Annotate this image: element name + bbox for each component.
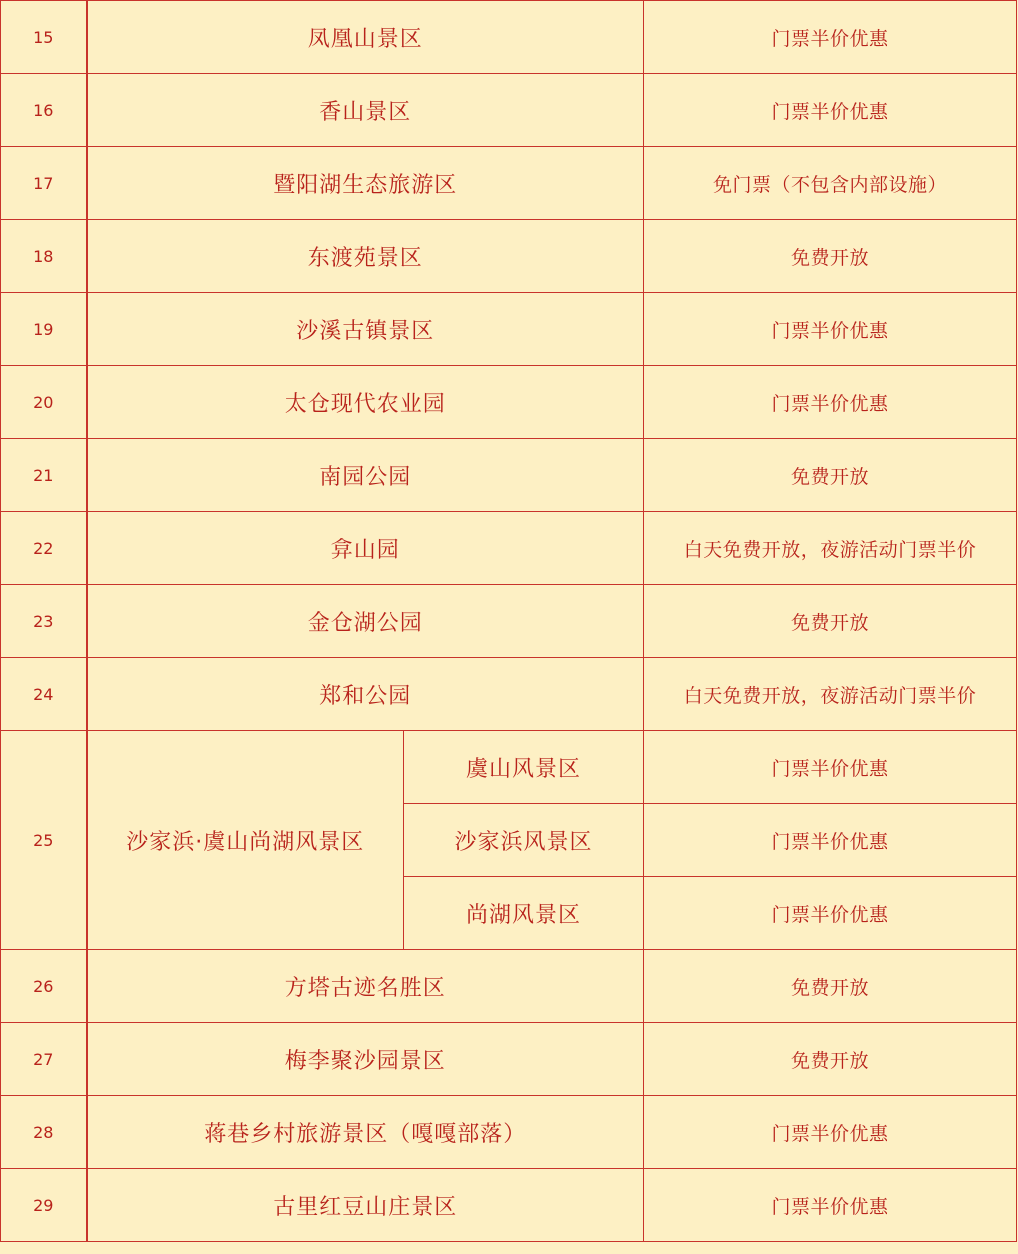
ticket-policy: 门票半价优惠 bbox=[644, 731, 1017, 804]
table-row bbox=[1, 658, 1017, 731]
row-number: 29 bbox=[1, 1169, 87, 1242]
row-number: 23 bbox=[1, 585, 87, 658]
table-row bbox=[1, 74, 1017, 147]
row-number: 17 bbox=[1, 147, 87, 220]
table-row bbox=[1, 585, 1017, 658]
scenic-name: 香山景区 bbox=[87, 74, 644, 147]
scenic-name: 古里红豆山庄景区 bbox=[87, 1169, 644, 1242]
scenic-name: 暨阳湖生态旅游区 bbox=[87, 147, 644, 220]
scenic-name: 弇山园 bbox=[87, 512, 644, 585]
scenic-sub-name: 尚湖风景区 bbox=[404, 877, 644, 950]
table-row bbox=[1, 1169, 1017, 1242]
scenic-name: 沙溪古镇景区 bbox=[87, 293, 644, 366]
ticket-policy: 门票半价优惠 bbox=[644, 74, 1017, 147]
table-row bbox=[1, 1096, 1017, 1169]
scenic-name: 凤凰山景区 bbox=[87, 1, 644, 74]
row-number: 21 bbox=[1, 439, 87, 512]
row-number: 26 bbox=[1, 950, 87, 1023]
row-number: 15 bbox=[1, 1, 87, 74]
table-row bbox=[1, 731, 1017, 804]
row-number: 20 bbox=[1, 366, 87, 439]
scenic-name: 太仓现代农业园 bbox=[87, 366, 644, 439]
table-row bbox=[1, 512, 1017, 585]
table-row bbox=[1, 950, 1017, 1023]
row-number: 16 bbox=[1, 74, 87, 147]
ticket-policy: 免费开放 bbox=[644, 1023, 1017, 1096]
scenic-sub-name: 虞山风景区 bbox=[404, 731, 644, 804]
ticket-policy: 门票半价优惠 bbox=[644, 293, 1017, 366]
ticket-policy: 免门票（不包含内部设施） bbox=[644, 147, 1017, 220]
scenic-name: 方塔古迹名胜区 bbox=[87, 950, 644, 1023]
table-row bbox=[1, 439, 1017, 512]
ticket-policy: 白天免费开放，夜游活动门票半价 bbox=[644, 512, 1017, 585]
ticket-policy: 免费开放 bbox=[644, 439, 1017, 512]
ticket-policy: 免费开放 bbox=[644, 950, 1017, 1023]
scenic-group-name: 沙家浜·虞山尚湖风景区 bbox=[87, 731, 404, 950]
scenic-name: 梅李聚沙园景区 bbox=[87, 1023, 644, 1096]
table-row bbox=[1, 293, 1017, 366]
ticket-policy: 门票半价优惠 bbox=[644, 366, 1017, 439]
scenic-name: 南园公园 bbox=[87, 439, 644, 512]
scenic-name: 东渡苑景区 bbox=[87, 220, 644, 293]
ticket-policy: 免费开放 bbox=[644, 585, 1017, 658]
row-number: 22 bbox=[1, 512, 87, 585]
scenic-sub-name: 沙家浜风景区 bbox=[404, 804, 644, 877]
row-number: 27 bbox=[1, 1023, 87, 1096]
scenic-name: 金仓湖公园 bbox=[87, 585, 644, 658]
row-number: 18 bbox=[1, 220, 87, 293]
table-row bbox=[1, 220, 1017, 293]
row-number: 19 bbox=[1, 293, 87, 366]
ticket-policy: 门票半价优惠 bbox=[644, 1, 1017, 74]
table-row bbox=[1, 1, 1017, 74]
ticket-policy: 门票半价优惠 bbox=[644, 877, 1017, 950]
ticket-policy: 门票半价优惠 bbox=[644, 1096, 1017, 1169]
ticket-policy: 免费开放 bbox=[644, 220, 1017, 293]
ticket-policy: 门票半价优惠 bbox=[644, 1169, 1017, 1242]
table-row bbox=[1, 366, 1017, 439]
row-number: 25 bbox=[1, 731, 87, 950]
scenic-name: 郑和公园 bbox=[87, 658, 644, 731]
scenic-name: 蒋巷乡村旅游景区（嘎嘎部落） bbox=[87, 1096, 644, 1169]
table-row bbox=[1, 1023, 1017, 1096]
row-number: 28 bbox=[1, 1096, 87, 1169]
table-row bbox=[1, 147, 1017, 220]
row-number: 24 bbox=[1, 658, 87, 731]
ticket-policy: 白天免费开放，夜游活动门票半价 bbox=[644, 658, 1017, 731]
ticket-policy: 门票半价优惠 bbox=[644, 804, 1017, 877]
